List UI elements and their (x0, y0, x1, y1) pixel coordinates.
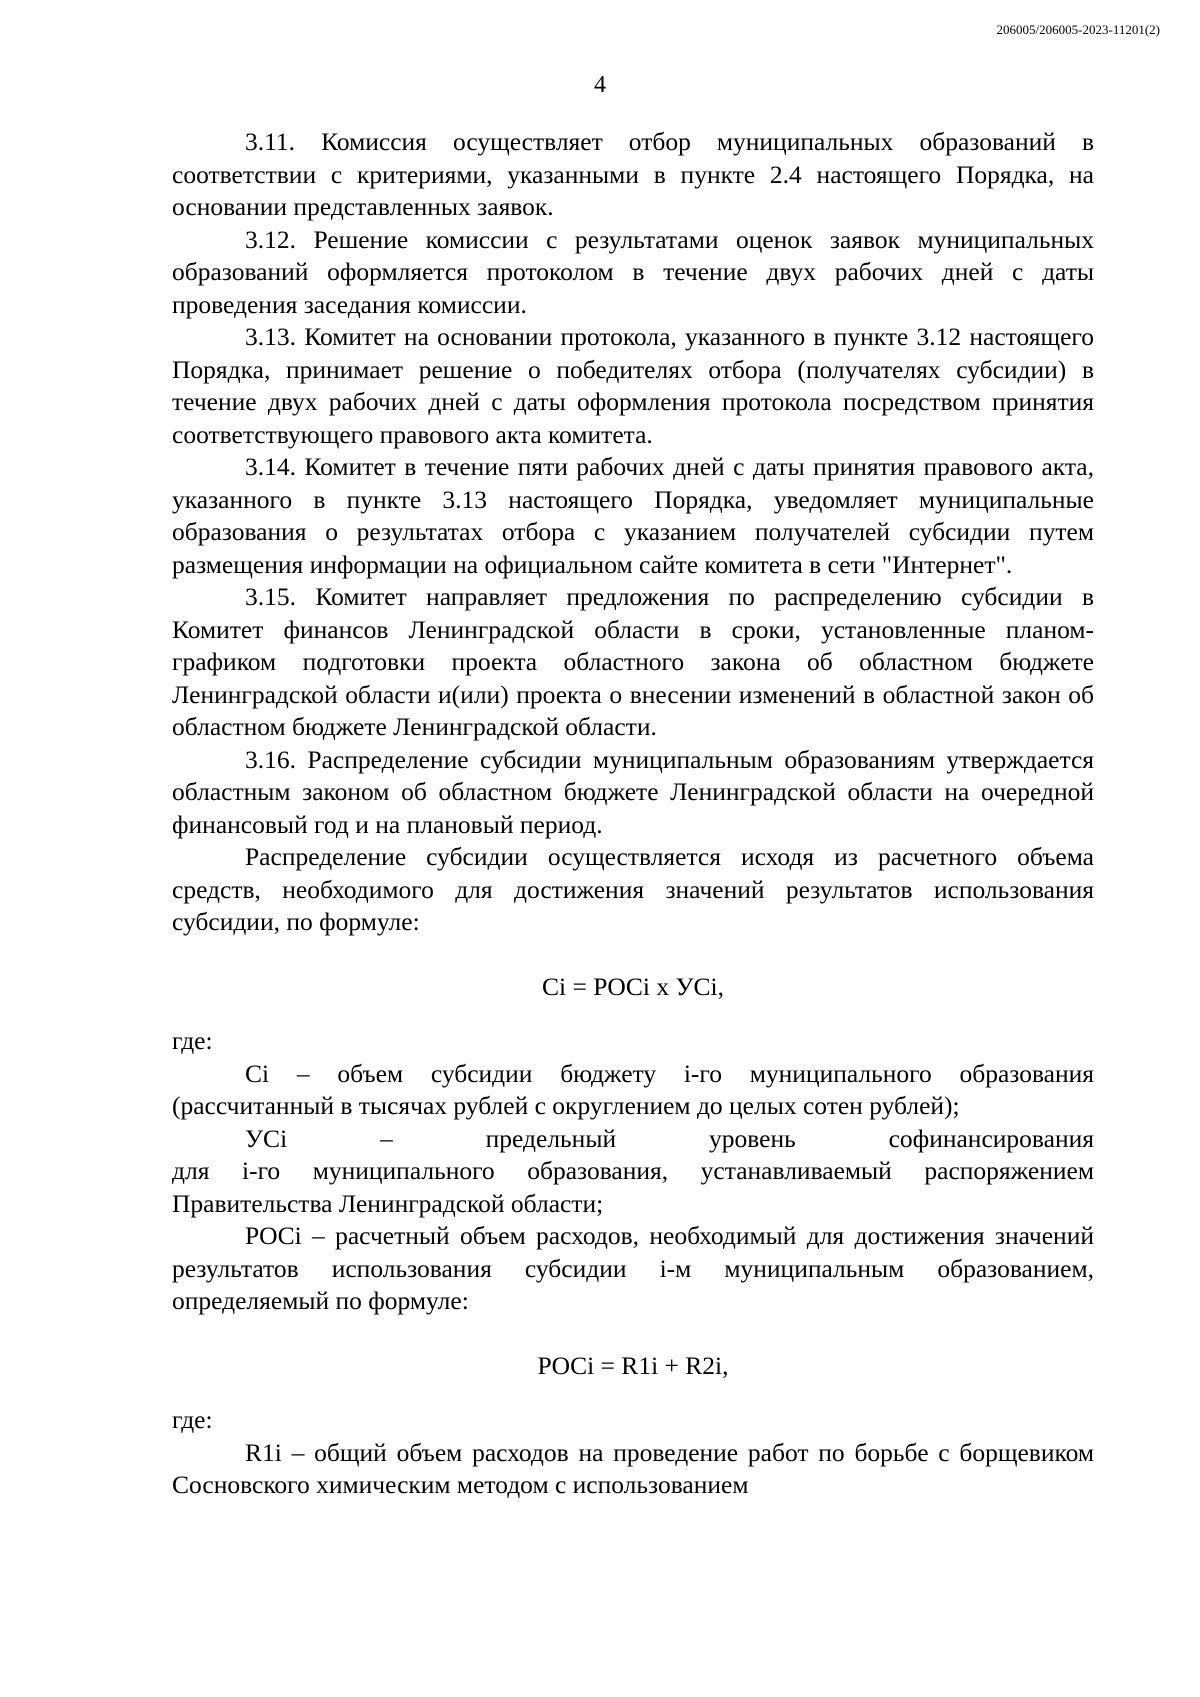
page-number: 4 (594, 72, 606, 98)
definition-uci-continuation: для i-го муниципального образования, устанавливаемый распоряжением Правительства Ленинградской области; (172, 1156, 1094, 1218)
definition-uci-word: – (380, 1123, 393, 1153)
paragraph-3-12: 3.12. Решение комиссии с результатами оценок заявок муниципальных образований оформляется протоколом в течение двух рабочих дней с даты проведения заседания комиссии. (172, 224, 1094, 319)
where-label: где: (172, 1026, 213, 1055)
document-body (172, 126, 1094, 1502)
where-label: где: (172, 1405, 213, 1434)
definition-ci: Ci – объем субсидии бюджету i-го муниципального образования (рассчитанный в тысячах рублей с округлением до целых сотен рублей); (172, 1058, 1094, 1120)
paragraph-distribution-intro: Распределение субсидии осуществляется исходя из расчетного объема средств, необходимого для достижения значений результатов использования субсидии, по формуле: (172, 842, 1094, 936)
definition-uci-word: предельный (485, 1123, 617, 1153)
formula-subsidy: Ci = POCi x УCi, (542, 971, 724, 1001)
document-id: 206005/206005-2023-11201(2) (996, 22, 1160, 37)
definition-uci-word: софинансирования (888, 1123, 1094, 1153)
definition-poci: POCi – расчетный объем расходов, необходимый для достижения значений результатов использования субсидии i-м муниципальным образованием, определяемый по формуле: (172, 1221, 1094, 1315)
formula-poci: POCi = R1i + R2i, (537, 1350, 729, 1380)
paragraph-3-14: 3.14. Комитет в течение пяти рабочих дней с даты принятия правового акта, указанного в пункте 3.13 настоящего Порядка, уведомляет муниципальные образования о результатах отбора с указанием получателей субсидии путем размещения информации на официальном сайте комитета в сети "Интернет". (172, 452, 1094, 579)
paragraph-3-15: 3.15. Комитет направляет предложения по распределению субсидии в Комитет финансов Ленинградской области в сроки, установленные планом-графиком подготовки проекта областного закона об областном бюджете Ленинградской области и(или) проекта о внесении изменений в областной закон об областном бюджете Ленинградской области. (172, 582, 1094, 741)
definition-uci-word: УCi (245, 1123, 288, 1153)
definition-r1i: R1i – общий объем расходов на проведение работ по борьбе с борщевиком Сосновского химическим методом с использованием (172, 1437, 1094, 1499)
paragraph-3-11: 3.11. Комиссия осуществляет отбор муниципальных образований в соответствии с критериями, указанными в пункте 2.4 настоящего Порядка, на основании представленных заявок. (172, 127, 1094, 221)
definition-uci-word: уровень (708, 1123, 796, 1153)
definition-uci-first-line (172, 1123, 1094, 1156)
paragraph-3-13: 3.13. Комитет на основании протокола, указанного в пункте 3.12 настоящего Порядка, принимает решение о победителях отбора (получателях субсидии) в течение двух рабочих дней с даты оформления протокола посредством принятия соответствующего правового акта комитета. (172, 322, 1094, 449)
paragraph-3-16: 3.16. Распределение субсидии муниципальным образованиям утверждается областным законом об областном бюджете Ленинградской области на очередной финансовый год и на плановый период. (172, 744, 1094, 839)
